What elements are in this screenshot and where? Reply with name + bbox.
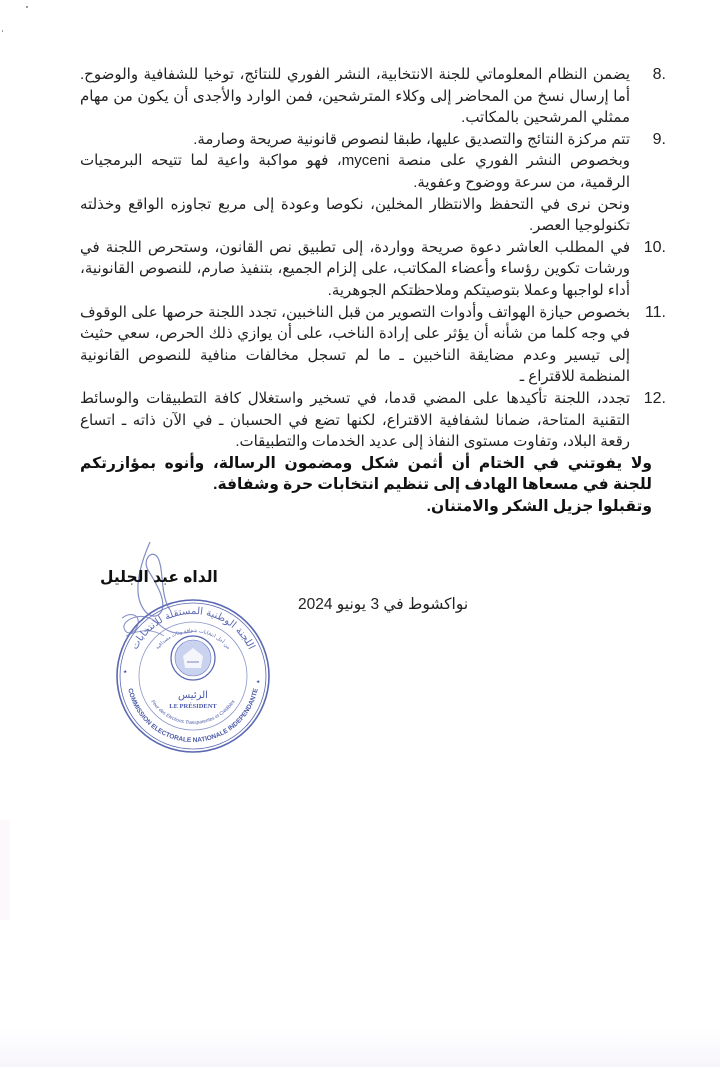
list-item-12 xyxy=(80,388,666,453)
list-item-10 xyxy=(80,237,666,302)
item-paragraph: في المطلب العاشر دعوة صريحة وواردة، إلى تطبيق نص القانون، وستحرص اللجنة في ورشات تكوين رؤساء وأعضاء المكاتب، على إلزام الجميع، بتنفيذ صارم، للنصوص القانونية، أداء لواجبها وعملا بتوصيتكم وملاحظتكم الجوهرية. xyxy=(80,238,630,299)
list-item-9 xyxy=(80,129,666,237)
list-item-11 xyxy=(80,302,666,388)
item-paragraph: تجدد، اللجنة تأكيدها على المضي قدما، في تسخير واستغلال كافة التطبيقات والوسائط التقنية المتاحة، ضمانا لشفافية الاقتراع، لكنها تضع في الحسبان ـ في الآن ذاته ـ اتساع رقعة البلاد، وتفاوت مستوى النفاذ إلى عديد الخدمات والتطبيقات. xyxy=(80,389,630,451)
item-paragraph: بخصوص حيازة الهواتف وأدوات التصوير من قبل الناخبين، تجدد اللجنة حرصها على الوقوف في وجه كلما من شأنه أن يؤثر على إرادة الناخب، على أن يوازي ذلك الحرص، سعي حثيث إلى تيسير وعدم مضايقة الناخبين ـ ما لم تسجل مخالفات منافية للنصوص القانونية المنظمة للاقتراع ـ xyxy=(80,303,630,386)
item-number: 10. xyxy=(643,238,666,256)
scan-speck xyxy=(2,30,3,32)
handwritten-signature xyxy=(112,540,222,650)
item-number: 8. xyxy=(652,66,666,83)
item-paragraph: ونحن نرى في التحفظ والانتظار المخلين، نكوصا وعودة إلى مربع تجاوزه الواقع وخذلته تكنولوجيا العصر. xyxy=(80,195,630,235)
signatory-name: الداه عبد الجليل xyxy=(100,569,218,586)
list-item-8 xyxy=(80,64,666,129)
stamp-inner-french: Pour des Elections Transparentes et Crédibles xyxy=(149,699,237,727)
date-year: 2024 xyxy=(298,596,333,613)
letter-body xyxy=(80,64,666,517)
item-paragraph: تتم مركزة النتائج والتصديق عليها، طبقا لنصوص قانونية صريحة وصارمة. xyxy=(193,130,630,148)
stamp-star-left: ٭ xyxy=(123,667,128,676)
item-number: 12. xyxy=(643,389,666,407)
item-number: 11. xyxy=(644,303,666,321)
scan-bottom-fade xyxy=(0,1027,720,1067)
stamp-outer-arabic: اللجنة الوطنية المستقلة للانتخابات xyxy=(129,605,257,652)
item-paragraph: يضمن النظام المعلوماتي للجنة الانتخابية، النشر الفوري للنتائج، توخيا للشفافية والوضوح. أما إرسال نسخ من المحاضر إلى وكلاء المترشحين، فمن الوارد والأجدى أن يكون من مهام ممثلي المرشحين بالمكاتب. xyxy=(80,66,630,127)
scan-edge-artifact xyxy=(0,820,10,920)
closing-paragraph: ولا يفوتني في الختام أن أثمن شكل ومضمون الرسالة، وأنوه بمؤازرتكم للجنة في مسعاها الهادف إلى تنظيم انتخابات حرة وشفافة. xyxy=(80,454,652,494)
stamp-title-french: LE PRÉSIDENT xyxy=(169,703,217,710)
place-and-date xyxy=(298,595,468,614)
item-paragraph: وبخصوص النشر الفوري على منصة myceni، فهو مواكبة واعية لما تتيحه البرمجيات الرقمية، من سرعة ووضوح وعفوية. xyxy=(80,152,630,191)
place-date-text: نواكشوط في 3 يونيو xyxy=(336,596,469,613)
stamp-inner-arabic: من أجل انتخابات شفافة وذات مصداقية xyxy=(154,627,232,651)
closing-thanks: وتقبلوا جزيل الشكر والامتنان. xyxy=(426,497,652,515)
stamp-title-arabic: الرئيس xyxy=(178,690,208,701)
stamp-star-right: ٭ xyxy=(256,677,261,686)
stamp-outer-french: COMMISSION ELECTORALE NATIONALE INDEPENDANTE xyxy=(126,687,260,745)
item-number: 9. xyxy=(652,130,666,148)
scan-speck xyxy=(26,6,28,8)
